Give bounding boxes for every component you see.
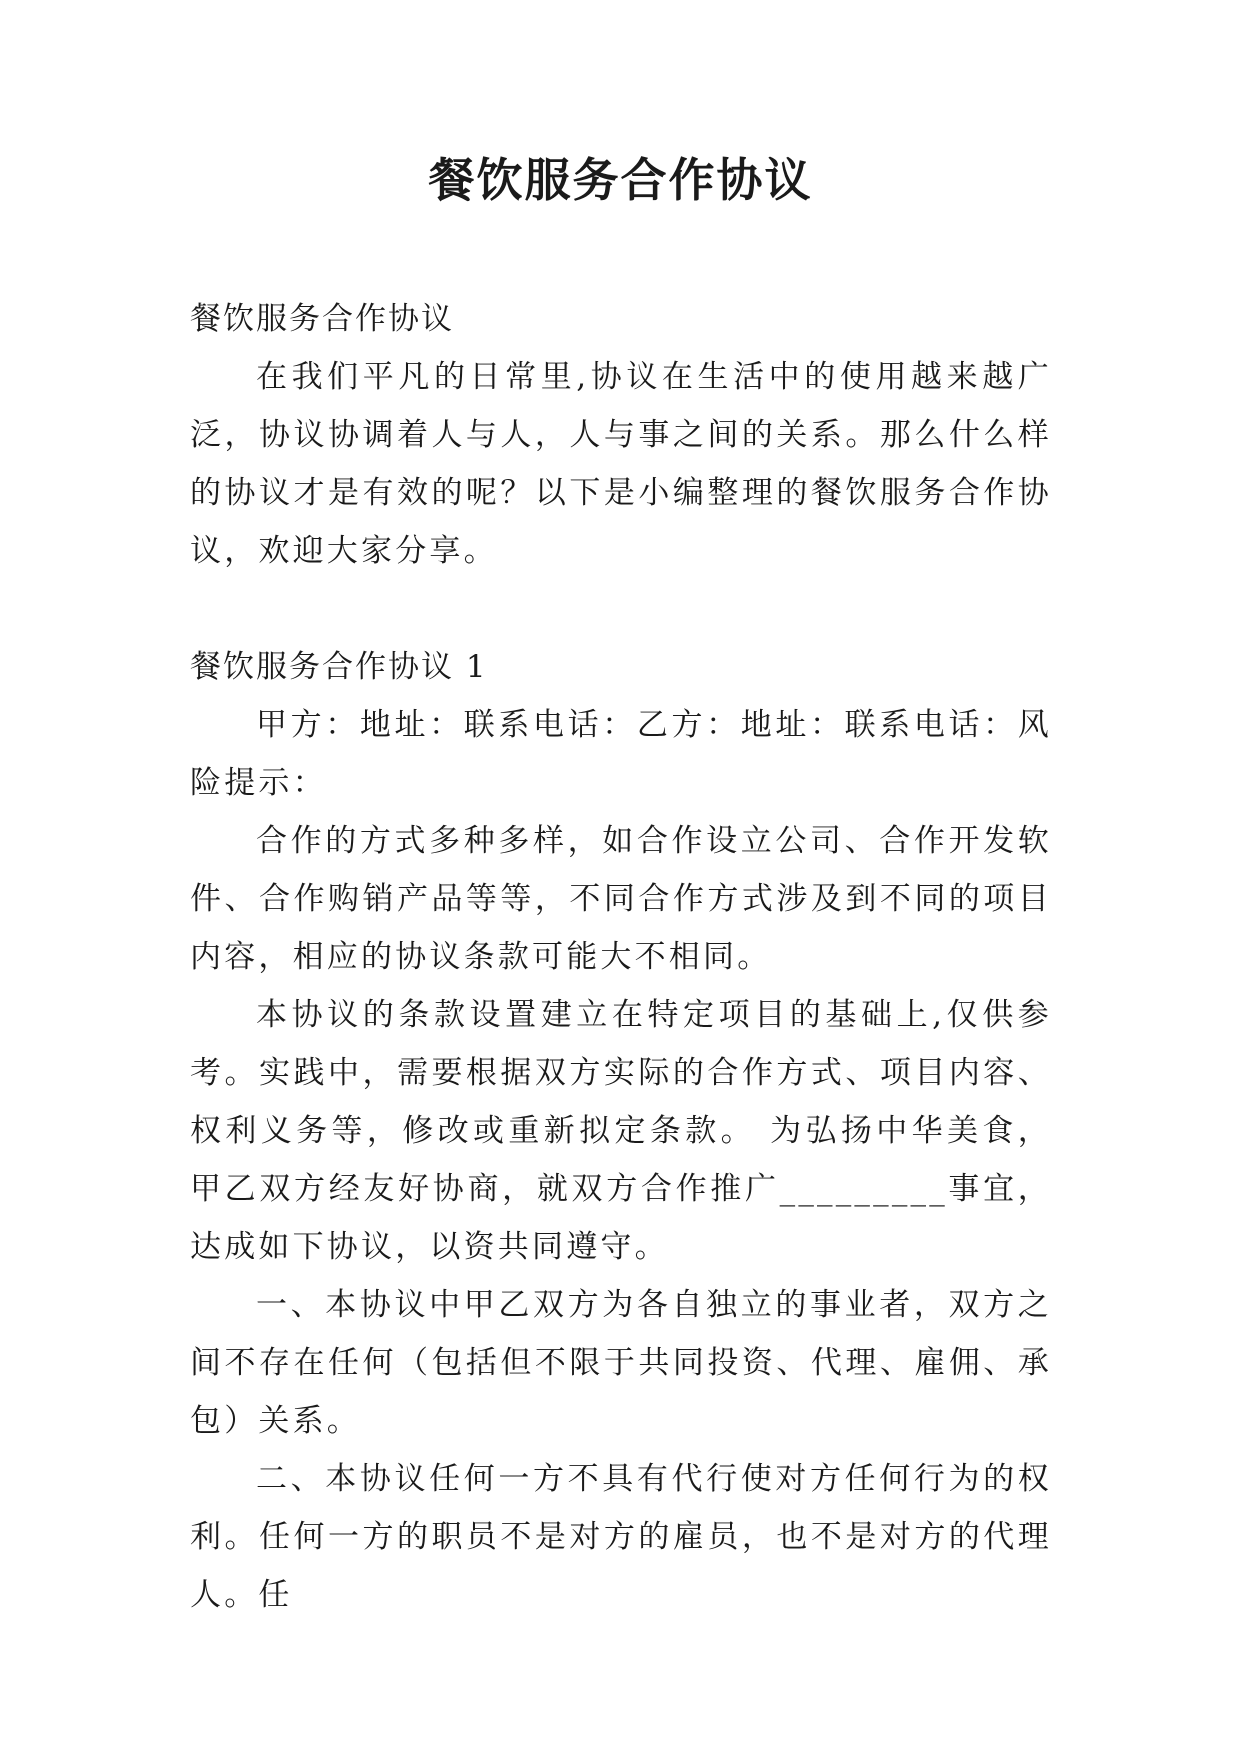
risk-paragraph: 合作的方式多种多样，如合作设立公司、合作开发软件、合作购销产品等等，不同合作方式涉及到不同的项目内容，相应的协议条款可能大不相同。 <box>190 823 1052 975</box>
clause-one: 一、本协议中甲乙双方为各自独立的事业者，双方之间不存在任何（包括但不限于共同投资、代理、雇佣、承包）关系。 <box>190 1287 1052 1439</box>
document-body <box>190 290 1052 1624</box>
parties-paragraph: 甲方：地址：联系电话：乙方：地址：联系电话：风险提示： <box>190 707 1052 801</box>
intro-paragraph: 在我们平凡的日常里,协议在生活中的使用越来越广泛，协议协调着人与人，人与事之间的关系。那么什么样的协议才是有效的呢？以下是小编整理的餐饮服务合作协议，欢迎大家分享。 <box>190 359 1052 569</box>
document-title: 餐饮服务合作协议 <box>428 153 813 207</box>
clause-two: 二、本协议任何一方不具有代行使对方任何行为的权利。任何一方的职员不是对方的雇员，也不是对方的代理人。任 <box>190 1461 1052 1613</box>
section-spacer <box>190 580 1052 638</box>
basis-paragraph: 本协议的条款设置建立在特定项目的基础上,仅供参考。实践中，需要根据双方实际的合作方式、项目内容、权利义务等，修改或重新拟定条款。 为弘扬中华美食，甲乙双方经友好协商，就双方合作推广_________事宜，达成如下协议，以资共同遵守。 <box>190 997 1052 1265</box>
section-heading: 餐饮服务合作协议 1 <box>190 649 488 685</box>
document-subtitle: 餐饮服务合作协议 <box>190 301 454 337</box>
